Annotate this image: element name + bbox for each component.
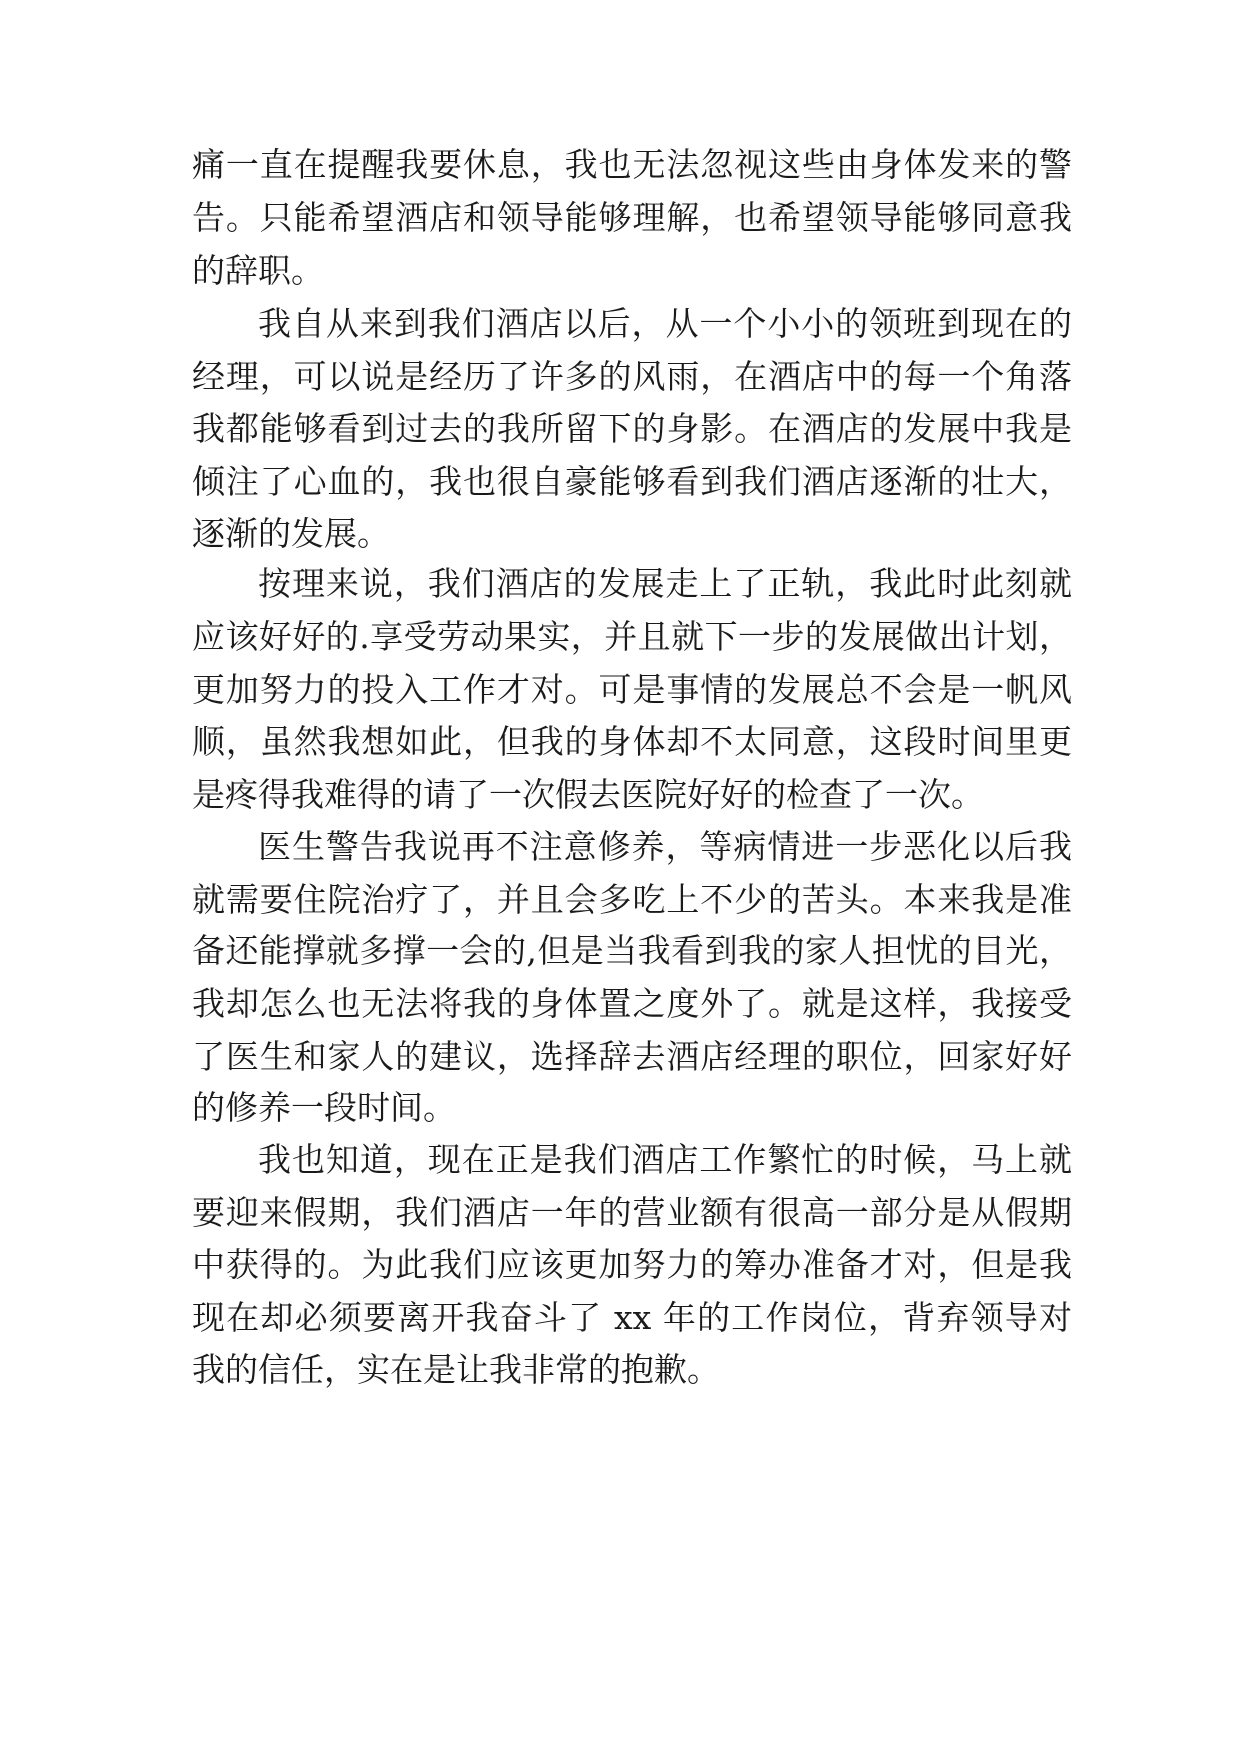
paragraph-line: 了医生和家人的建议，选择辞去酒店经理的职位，回家好好	[192, 1037, 1072, 1076]
paragraph-line: 告。只能希望酒店和领导能够理解，也希望领导能够同意我	[192, 198, 1072, 237]
paragraph-line: 我都能够看到过去的我所留下的身影。在酒店的发展中我是	[192, 409, 1072, 448]
paragraph-line: 就需要住院治疗了，并且会多吃上不少的苦头。本来我是准	[192, 880, 1072, 919]
paragraph-line: 痛一直在提醒我要休息，我也无法忽视这些由身体发来的警	[192, 145, 1072, 184]
paragraph-line: 顺，虽然我想如此，但我的身体却不太同意，这段时间里更	[192, 722, 1072, 761]
paragraph-line: 要迎来假期，我们酒店一年的营业额有很高一部分是从假期	[192, 1193, 1072, 1232]
paragraph-line: 的辞职。	[192, 251, 324, 290]
paragraph-line: 备还能撑就多撑一会的,但是当我看到我的家人担忧的目光，	[192, 931, 1072, 970]
paragraph-line: 中获得的。为此我们应该更加努力的筹办准备才对，但是我	[192, 1245, 1072, 1284]
paragraph-line: 更加努力的投入工作才对。可是事情的发展总不会是一帆风	[192, 670, 1072, 709]
paragraph-line: 我却怎么也无法将我的身体置之度外了。就是这样，我接受	[192, 984, 1072, 1023]
paragraph-line: 逐渐的发展。	[192, 514, 390, 553]
paragraph-line: 现在却必须要离开我奋斗了 xx 年的工作岗位，背弃领导对	[192, 1298, 1072, 1337]
paragraph-line: 的修养一段时间。	[192, 1088, 456, 1127]
paragraph-line: 倾注了心血的，我也很自豪能够看到我们酒店逐渐的壮大，	[192, 462, 1072, 501]
paragraph-line: 我自从来到我们酒店以后，从一个小小的领班到现在的	[258, 304, 1072, 343]
paragraph-line: 我的信任，实在是让我非常的抱歉。	[192, 1350, 720, 1389]
paragraph-line: 医生警告我说再不注意修养，等病情进一步恶化以后我	[258, 827, 1072, 866]
paragraph-line: 经理，可以说是经历了许多的风雨，在酒店中的每一个角落	[192, 357, 1072, 396]
paragraph-line: 按理来说，我们酒店的发展走上了正轨，我此时此刻就	[258, 564, 1072, 603]
paragraph-line: 应该好好的.享受劳动果实，并且就下一步的发展做出计划，	[192, 617, 1072, 656]
paragraph-line: 我也知道，现在正是我们酒店工作繁忙的时候，马上就	[258, 1140, 1072, 1179]
paragraph-line: 是疼得我难得的请了一次假去医院好好的检查了一次。	[192, 775, 984, 814]
